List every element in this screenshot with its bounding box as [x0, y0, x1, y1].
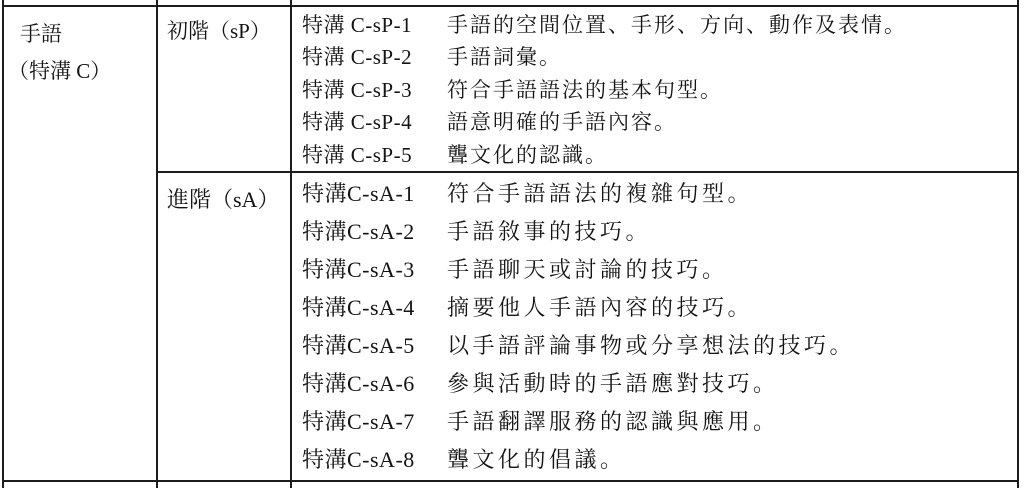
competency-row [302, 289, 1017, 327]
table-border-stub [1017, 482, 1019, 488]
competency-row [302, 327, 1017, 365]
level-cell-sp [158, 7, 292, 171]
competency-list-sa [292, 173, 1017, 480]
competency-row [302, 403, 1017, 441]
competency-desc: 手語詞彙。 [447, 45, 562, 70]
competency-desc: 摘要他人手語內容的技巧。 [447, 295, 754, 320]
competency-row [302, 41, 1017, 73]
curriculum-table [2, 5, 1019, 482]
levels-area [158, 7, 1017, 480]
competency-row [302, 74, 1017, 106]
competency-row [302, 9, 1017, 41]
competency-code: 特溝C-sA-6 [302, 371, 415, 396]
competency-desc: 符合手語語法的複雜句型。 [447, 181, 754, 206]
competency-desc: 以手語評論事物或分享想法的技巧。 [447, 333, 856, 358]
competency-code: 特溝 C-sP-4 [302, 110, 413, 135]
competency-code: 特溝C-sA-5 [302, 333, 415, 358]
competency-row [302, 365, 1017, 403]
competency-row [302, 213, 1017, 251]
competency-code: 特溝 C-sP-2 [302, 45, 413, 70]
competency-code: 特溝 C-sP-3 [302, 77, 413, 102]
competency-code: 特溝 C-sP-5 [302, 142, 413, 167]
category-cell [2, 7, 158, 480]
competency-desc: 手語敘事的技巧。 [447, 219, 652, 244]
table-border-stub [290, 482, 292, 488]
competency-row [302, 139, 1017, 171]
competency-row [302, 441, 1017, 479]
competency-desc: 語意明確的手語內容。 [447, 110, 677, 135]
competency-desc: 聾文化的倡議。 [447, 447, 626, 472]
competency-code: 特溝C-sA-1 [302, 181, 415, 206]
competency-code: 特溝 C-sP-1 [302, 13, 413, 37]
category-label-line1: 手語 [20, 22, 62, 46]
level-cell-sa [158, 173, 292, 480]
competency-desc: 符合手語語法的基本句型。 [447, 77, 723, 102]
competency-row [302, 175, 1017, 213]
section-beginner-sp [158, 7, 1017, 173]
section-advanced-sa [158, 173, 1017, 480]
competency-row [302, 251, 1017, 289]
level-label-sp: 初階（sP） [167, 19, 271, 43]
competency-list-sp [292, 7, 1017, 171]
competency-desc: 參與活動時的手語應對技巧。 [447, 371, 779, 396]
competency-desc: 聾文化的認識。 [447, 142, 608, 167]
competency-desc: 手語聊天或討論的技巧。 [447, 257, 728, 282]
competency-code: 特溝C-sA-3 [302, 257, 415, 282]
level-label-sa: 進階（sA） [167, 187, 280, 212]
competency-code: 特溝C-sA-7 [302, 409, 415, 434]
competency-desc: 手語的空間位置、手形、方向、動作及表情。 [447, 13, 907, 37]
competency-code: 特溝C-sA-8 [302, 447, 415, 472]
competency-desc: 手語翻譯服務的認識與應用。 [447, 409, 779, 434]
category-label-line2: （特溝 C） [8, 59, 112, 83]
competency-code: 特溝C-sA-4 [302, 295, 415, 320]
table-border-stub [2, 482, 4, 488]
table-border-stub [156, 482, 158, 488]
competency-row [302, 106, 1017, 138]
competency-code: 特溝C-sA-2 [302, 219, 415, 244]
